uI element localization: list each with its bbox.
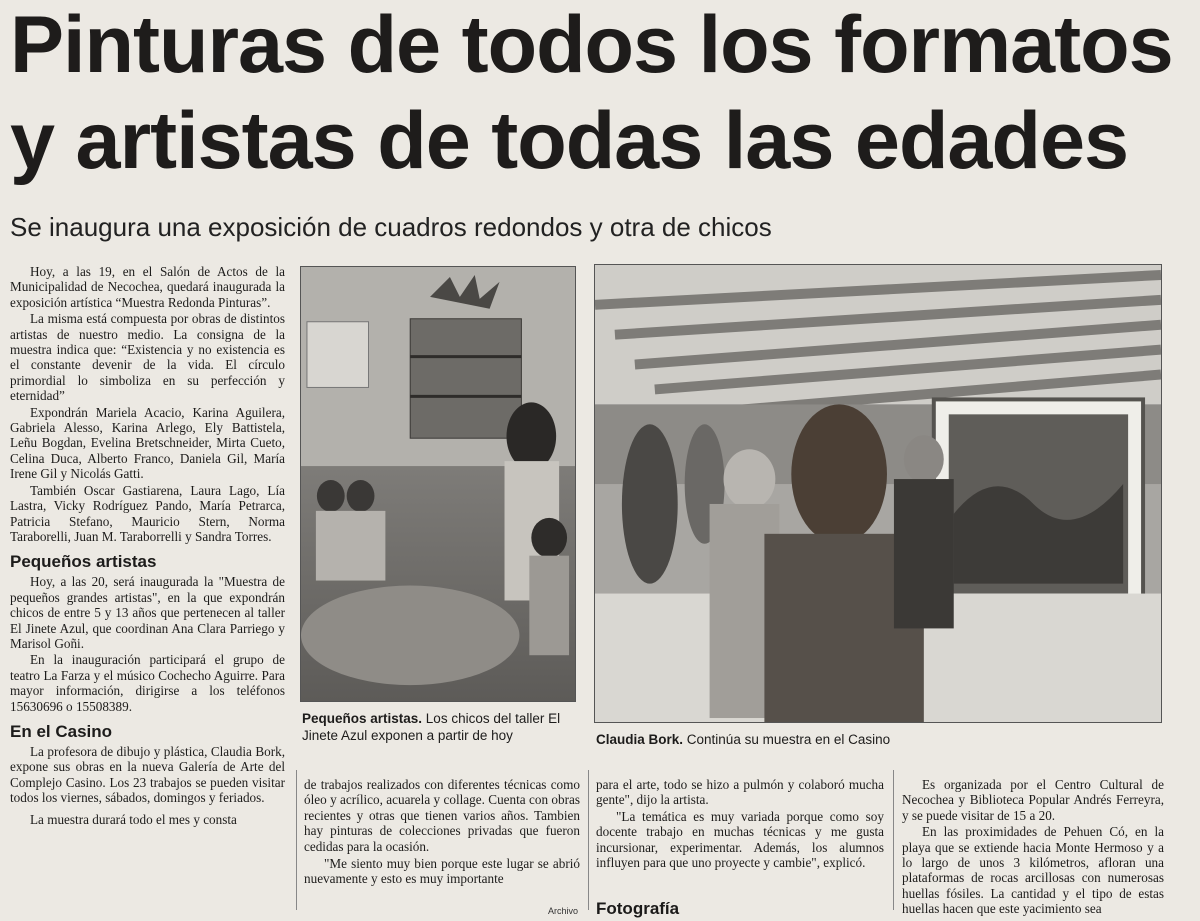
paragraph: La muestra durará todo el mes y consta bbox=[30, 811, 237, 827]
subheadline: Se inaugura una exposición de cuadros redondos y otra de chicos bbox=[10, 212, 772, 242]
headline-line-2: y artistas de todas las edades bbox=[10, 96, 1129, 186]
paragraph: para el arte, todo se hizo a pulmón y colaboró mucha gente", dijo la artista. bbox=[596, 777, 884, 808]
column-rule bbox=[296, 770, 297, 910]
article-column-2 bbox=[304, 777, 580, 888]
paragraph: La misma está compuesta por obras de distintos artistas de nuestro medio. La consigna de la muestra indica que: “Existencia y no existencia es el constante devenir de la vida. El círculo primordial lo simboliza en su perfección y eternidad” bbox=[10, 311, 285, 404]
headline-line-1: Pinturas de todos los formatos bbox=[10, 0, 1173, 90]
column-rule bbox=[588, 770, 589, 910]
paragraph: Es organizada por el Centro Cultural de Necochea y Biblioteca Popular Andrés Ferreyra, y se puede visitar de 15 a 20. bbox=[902, 777, 1164, 823]
photo-casino-gallery bbox=[594, 264, 1162, 723]
photo2-caption-text: Continúa su muestra en el Casino bbox=[683, 732, 891, 747]
paragraph: "La temática es muy variada porque como soy docente trabajo en muchas técnicas y me gusta incursionar, experimentar. Además, los alumnos influyen para que uno proyecte y cambie", explicó. bbox=[596, 808, 884, 871]
paragraph: "Me siento muy bien porque este lugar se abrió nuevamente y esto es muy importante bbox=[304, 856, 580, 887]
photo1-caption-text: Los chicos del taller El Jinete Azul exponen a partir de hoy bbox=[302, 711, 561, 743]
article-column-4 bbox=[902, 777, 1164, 918]
photo-credit: Archivo bbox=[548, 906, 579, 916]
photo1-caption bbox=[302, 710, 577, 744]
article-column-3 bbox=[596, 777, 884, 871]
paragraph: La profesora de dibujo y plástica, Claudia Bork, expone sus obras en la nueva Galería de Arte del Complejo Casino. Los 23 trabajos se pueden visitar todos los viernes, sábados, domingos y feriados. bbox=[10, 743, 285, 806]
paragraph: Hoy, a las 20, será inaugurada la "Muestra de pequeños grandes artistas", en la que expondrán chicos de entre 5 y 13 años que pertenecen al taller El Jinete Azul, que coordinan Ana Clara Parriego y Marisol Goñi. bbox=[10, 574, 285, 651]
paragraph: En la inauguración participará el grupo de teatro La Farza y el músico Cochecho Aguirre. Para mayor información, dirigirse a los teléfonos 15630696 o 15508389. bbox=[10, 652, 285, 714]
photo2-caption-bold: Claudia Bork. bbox=[596, 732, 684, 747]
section-heading-fotografia: Fotografía bbox=[596, 899, 680, 918]
column-rule bbox=[893, 770, 894, 910]
paragraph: Expondrán Mariela Acacio, Karina Aguilera, Gabriela Alesso, Karina Arlego, Ely Battistela, Leñu Bogdan, Evelina Bretschneider, Mirta Cueto, Celina Duca, Alberto Franco, Daniela Gil, María Irene Gil y Nicolás Gatti. bbox=[10, 404, 285, 482]
article-column-1 bbox=[10, 264, 285, 828]
paragraph: de trabajos realizados con diferentes técnicas como óleo y acrílico, acuarela y collage. Cuenta con obras recientes y otras que tienen varios años. Tambien hay pinturas de colecciones privadas que fueron cedidas para la ocasión. bbox=[304, 777, 580, 854]
paragraph: También Oscar Gastiarena, Laura Lago, Lía Lastra, Vicky Rodríguez Pando, María Petrarca, Patricia Stefano, Mauricio Stern, Norma Taraborelli, Juan M. Taraborrelli y Sandra Torres. bbox=[10, 482, 285, 544]
paragraph: Hoy, a las 19, en el Salón de Actos de la Municipalidad de Necochea, quedará inaugurada la exposición artística “Muestra Redonda Pinturas”. bbox=[10, 264, 285, 310]
photo1-caption-bold: Pequeños artistas. bbox=[302, 711, 423, 726]
section-heading-en-el-casino: En el Casino bbox=[10, 721, 113, 741]
photo2-caption bbox=[596, 731, 1156, 748]
paragraph: En las proximidades de Pehuen Có, en la playa que se extiende hacia Monte Hermoso y a lo largo de unos 3 kilómetros, afloran una plataformas de rocas arcillosas con numerosas huellas fósiles. La cantidad y el tipo de estas huellas hacen que este yacimiento sea bbox=[902, 824, 1164, 917]
photo-children-workshop bbox=[300, 266, 576, 702]
section-heading-pequenos-artistas: Pequeños artistas bbox=[10, 552, 157, 572]
